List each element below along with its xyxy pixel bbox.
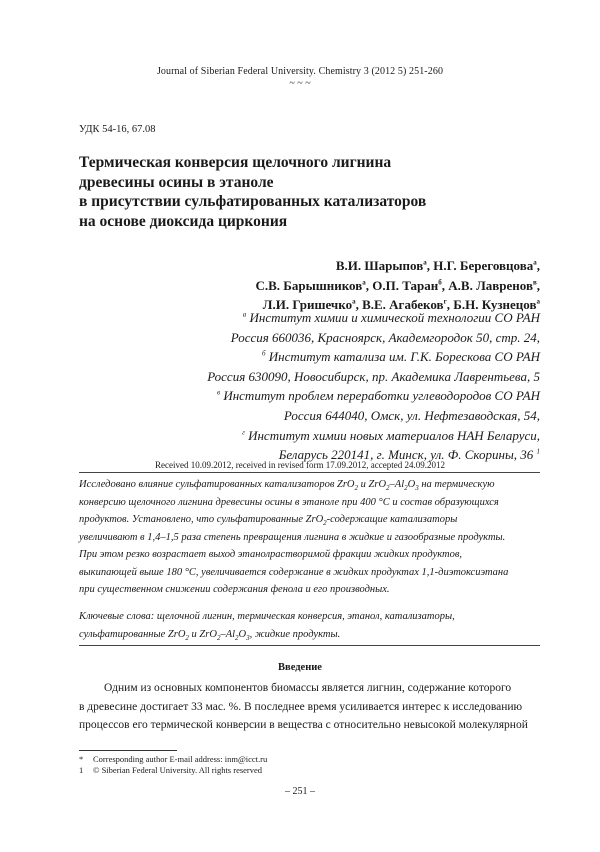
title-line: в присутствии сульфатированных катализаторов [79,193,427,210]
keywords [79,608,540,643]
affiliation-line: Россия 644040, Омск, ул. Нефтезаводская, 54, [283,407,540,423]
subscript: 3 [246,633,250,642]
footnote-mark: * [79,754,84,764]
footnote-text: Corresponding author E-mail address: inm@icct.ru [93,754,268,764]
abstract-line [79,476,540,494]
subscript: 2 [386,484,390,493]
subscript: 2 [216,633,221,642]
paper-title [79,153,539,231]
subscript: 2 [235,633,239,642]
abstract-text: -содержащие катализаторы [326,514,458,525]
affiliation-text: Институт проблем переработки углеводородов СО РАН [220,388,540,404]
abstract-line [79,511,540,529]
abstract-text: O [407,479,416,490]
received-dates: Received 10.09.2012, received in revised form 17.09.2012, accepted 24.09.2012 [155,460,445,470]
keywords-text: –Al [220,628,236,640]
udc-code: УДК 54-16, 67.08 [79,124,156,135]
affiliation-text: Беларусь 220141, г. Минск, ул. Ф. Скорины, 36 [278,447,537,463]
abstract-line: выкипающей выше 180 °С, увеличивается содержание в жидких продуктах 1,1-диэтоксиэтана [79,566,509,578]
author-name: С.В. Барышников [255,277,363,293]
author-name: , Б.Н. Кузнецов [446,297,537,312]
author-name: , В.Е. Агабеков [355,297,444,312]
affiliation-list [207,308,540,465]
body-line: Одним из основных компонентов биомассы является лигнин, содержание которого [104,682,512,694]
author-list [255,256,540,315]
affiliation-line [207,426,540,446]
keywords-line: Ключевые слова: щелочной лигнин, термическая конверсия, этанол, катализаторы, [79,611,455,622]
footnotes [79,754,267,776]
journal-header: Journal of Siberian Federal University. Chemistry 3 (2012 5) 251-260 [156,66,444,77]
author-line [255,256,540,276]
title-line: древесины осины в этаноле [79,173,274,191]
keywords-text: O [238,628,247,640]
abstract-text: и ZrO [358,479,387,490]
abstract-line: При этом резко возрастает выход этанолрастворимой фракции жидких продуктов, [79,549,463,560]
keywords-line [79,626,540,644]
title-line: Термическая конверсия щелочного лигнина [79,154,392,171]
abstract [79,476,540,599]
author-affil-mark: а [362,278,366,287]
author-affil-mark: б [438,278,442,287]
subscript: 2 [354,484,359,493]
keywords-text: сульфатированные ZrO [79,628,186,640]
footnote-mark: 1 [79,765,84,775]
affil-mark: г [242,428,245,437]
body-line: в древесине достигает 33 мас. %. В последнее время усиливается интерес к исследованию [79,700,523,713]
abstract-text: продуктов. Установлено, что сульфатированные ZrO [79,514,324,525]
author-name: В.И. Шарыпов [335,258,424,273]
keywords-text: , жидкие продукты. [249,628,341,640]
keywords-text: и ZrO [188,628,217,640]
abstract-text: на термическую [418,479,495,490]
affiliation-text: Институт химии новых материалов НАН Беларуси, [244,427,540,443]
page-number: – 251 – [285,786,315,797]
subscript: 2 [404,484,408,493]
subscript: 2 [185,633,189,642]
body-line: процессов его термической конверсии в вещества с относительно невысокой молекулярной [79,719,528,731]
affil-mark: б [261,349,266,358]
footnote [79,754,267,765]
header-ornament: ~ ~ ~ [289,78,311,89]
author-affil-mark: а [352,297,356,306]
abstract-line: конверсию щелочного лигнина древесины осины в этаноле при 400 °С и состав образующихся [79,496,499,508]
affil-mark: а [242,310,247,319]
author-affil-mark: в [532,278,537,287]
abstract-text: Исследовано влияние сульфатированных катализаторов ZrO [79,479,355,490]
body-text [79,679,540,735]
affil-mark: в [217,389,221,398]
title-line: на основе диоксида циркония [79,212,288,230]
author-affil-mark: а [536,297,540,306]
footnote [79,765,267,776]
footnote-mark: 1 [536,447,540,456]
abstract-bottom-rule [79,645,540,646]
author-name: Л.И. Гришечко [262,297,353,312]
author-affil-mark: г [443,297,447,306]
author-separator: , [536,277,540,293]
author-name: , А.В. Лавренов [441,277,533,293]
footnote-rule [79,750,177,751]
footnote-text: © Siberian Federal University. All rights reserved [93,765,263,775]
section-heading-introduction: Введение [278,662,322,673]
affiliation-line: Россия 660036, Красноярск, Академгородок 50, стр. 24, [230,329,540,345]
abstract-top-rule [79,472,540,473]
affiliation-text: Институт химии и химической технологии СО РАН [246,310,540,325]
author-name: , О.П. Таран [365,277,439,293]
affiliation-line [207,308,540,328]
abstract-text: –Al [389,479,405,490]
affiliation-text: Институт катализа им. Г.К. Борескова СО РАН [265,349,540,365]
subscript: 2 [323,519,327,528]
author-line [255,276,540,296]
author-affil-mark: а [423,258,427,267]
subscript: 3 [415,484,419,493]
affiliation-line [207,347,540,367]
affiliation-line [207,386,540,406]
abstract-line: при существенном снижении содержания фенола и его производных. [79,584,390,595]
abstract-line: увеличивают в 1,4–1,5 раза степень превращения лигнина в жидкие и газообразные продукты. [79,531,506,543]
author-separator: , [536,258,540,273]
author-affil-mark: а [533,258,537,267]
author-name: , Н.Г. Береговцова [426,258,534,273]
affiliation-line: Россия 630090, Новосибирск, пр. Академика Лаврентьева, 5 [207,368,540,384]
